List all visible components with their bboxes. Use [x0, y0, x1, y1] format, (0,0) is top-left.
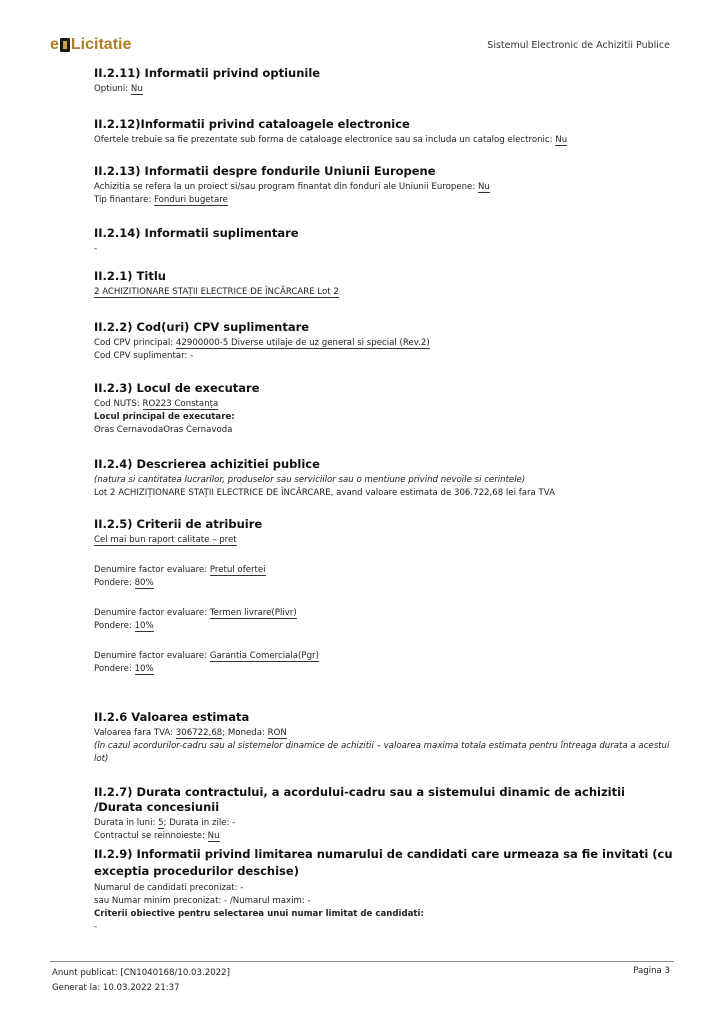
field-value: 42900000-5 Diverse utilaje de uz general si special (Rev.2): [175, 338, 430, 348]
section-locul-executare: [94, 381, 674, 457]
section-cataloage: [94, 117, 674, 164]
field-value: Termen livrare(Plivr): [209, 608, 297, 618]
field-label: ; Durata in zile: -: [163, 818, 236, 828]
section-cpv: [94, 320, 674, 381]
text-line: [94, 181, 674, 194]
text-line: [94, 534, 674, 547]
footer-info: [52, 966, 230, 996]
text-line: [94, 817, 674, 830]
text-line: [94, 194, 674, 207]
text-line: [94, 564, 674, 577]
section-valoare: [94, 710, 674, 785]
field-value: Garantia Comerciala(Pgr): [209, 651, 319, 661]
field-label: Achizitia se refera la un proiect si/sau program finantat din fonduri ale Uniunii Europene:: [94, 182, 478, 192]
field-label: Denumire factor evaluare:: [94, 651, 210, 661]
field-value: RO223 Constanța: [142, 399, 219, 409]
section-title: II.2.9) Informatii privind limitarea numarului de candidati care urmeaza sa fie invitati (cu exceptia procedurilor deschise): [94, 847, 673, 878]
field-value: Fonduri bugetare: [154, 195, 228, 205]
field-label: Cod CPV principal:: [94, 338, 176, 348]
text-line: Locul principal de executare:: [94, 412, 235, 422]
text-line: Oras CernavodaOras Cernavoda: [94, 425, 233, 435]
field-value: 10%: [134, 664, 154, 674]
section-title: II.2.7) Durata contractului, a acordului-cadru sau a sistemului dinamic de achizitii /Durata concesiunii: [94, 785, 625, 814]
text-line: (în cazul acordurilor-cadru sau al sistemelor dinamice de achizitii – valoarea maxima totala estimata pentru întreaga durata a acestui lot): [94, 741, 670, 764]
text-line: [94, 727, 674, 740]
text-line: sau Numar minim preconizat: - /Numarul maxim: -: [94, 896, 311, 906]
text-line: [94, 830, 674, 843]
text-line: [94, 286, 674, 299]
section-title: II.2.1) Titlu: [94, 269, 166, 283]
section-title: II.2.2) Cod(uri) CPV suplimentare: [94, 320, 310, 334]
text-line: [94, 134, 674, 147]
generated-timestamp: Generat la: 10.03.2022 21:37: [52, 983, 180, 993]
field-label: Valoarea fara TVA:: [94, 728, 176, 738]
text-line: Numarul de candidati preconizat: -: [94, 883, 244, 893]
text-line: (natura si cantitatea lucrarilor, produselor sau serviciilor sau o mentiune privind nevoile si cerintele): [94, 475, 526, 485]
text-line: [94, 337, 674, 350]
logo-mark-icon: [60, 38, 70, 52]
section-durata: [94, 785, 674, 846]
field-label: Durata in luni:: [94, 818, 159, 828]
field-label: Optiuni:: [94, 84, 131, 94]
field-label: Denumire factor evaluare:: [94, 565, 210, 575]
page-number: Pagina 3: [633, 966, 670, 976]
elicitatie-logo: [50, 36, 131, 54]
section-limitare-candidati: [94, 846, 674, 934]
field-label: Pondere:: [94, 621, 135, 631]
text-line: -: [94, 922, 98, 932]
field-label: Ofertele trebuie sa fie prezentate sub forma de cataloage electronice sau sa includa un catalog electronic:: [94, 135, 556, 145]
section-title: II.2.5) Criterii de atribuire: [94, 517, 263, 531]
footer-divider: [50, 961, 674, 962]
field-value: 10%: [134, 621, 154, 631]
logo-prefix: e: [50, 36, 59, 53]
page-header: [0, 0, 724, 62]
logo-word: Licitatie: [70, 36, 132, 53]
field-value: Cel mai bun raport calitate – pret: [94, 535, 237, 545]
section-title: II.2.6 Valoarea estimata: [94, 710, 250, 724]
section-title: II.2.14) Informatii suplimentare: [94, 226, 299, 240]
text-line: Criterii obiective pentru selectarea unui numar limitat de candidati:: [94, 909, 424, 919]
section-title: II.2.11) Informatii privind optiunile: [94, 66, 321, 80]
field-label: ; Moneda:: [222, 728, 268, 738]
field-value: Nu: [477, 182, 490, 192]
field-value: 2 ACHIZITIONARE STAȚII ELECTRICE DE ÎNCĂRCARE Lot 2: [94, 287, 339, 297]
document-body: [94, 66, 674, 934]
field-value: RON: [267, 728, 287, 738]
field-label: Denumire factor evaluare:: [94, 608, 210, 618]
section-titlu: [94, 269, 674, 320]
text-line: [94, 663, 674, 676]
text-line: [94, 650, 674, 663]
text-line: [94, 620, 674, 633]
section-title: II.2.3) Locul de executare: [94, 381, 260, 395]
text-line: [94, 607, 674, 620]
section-optiuni: [94, 66, 674, 117]
factor-block: [94, 607, 674, 633]
section-descriere: [94, 457, 674, 517]
section-criterii: [94, 517, 674, 710]
field-label: Pondere:: [94, 578, 135, 588]
section-fonduri-ue: [94, 164, 674, 226]
field-label: Cod NUTS:: [94, 399, 143, 409]
field-value: 5: [158, 818, 164, 828]
text-line: -: [94, 244, 98, 254]
factor-block: [94, 650, 674, 676]
field-label: Contractul se reinnoieste:: [94, 831, 208, 841]
field-value: Nu: [555, 135, 568, 145]
text-line: [94, 398, 674, 411]
text-line: Cod CPV suplimentar: -: [94, 351, 194, 361]
field-value: 80%: [134, 578, 154, 588]
field-label: Pondere:: [94, 664, 135, 674]
section-title: II.2.4) Descrierea achizitiei publice: [94, 457, 320, 471]
field-value: 306722,68: [175, 728, 223, 738]
section-info-suplimentare: [94, 226, 674, 269]
text-line: [94, 83, 674, 96]
published-notice: Anunt publicat: [CN1040168/10.03.2022]: [52, 968, 230, 978]
text-line: [94, 577, 674, 590]
site-title: Sistemul Electronic de Achizitii Publice: [487, 40, 670, 51]
section-title: II.2.13) Informatii despre fondurile Uniunii Europene: [94, 164, 436, 178]
factor-block: [94, 564, 674, 590]
section-title: II.2.12)Informatii privind cataloagele electronice: [94, 117, 410, 131]
field-value: Pretul ofertei: [209, 565, 266, 575]
field-value: Nu: [130, 84, 143, 94]
text-line: Lot 2 ACHIZIȚIONARE STAȚII ELECTRICE DE ÎNCĂRCARE, avand valoare estimata de 306.722,68 lei fara TVA: [94, 488, 555, 498]
field-value: Nu: [207, 831, 220, 841]
field-label: Tip finantare:: [94, 195, 155, 205]
